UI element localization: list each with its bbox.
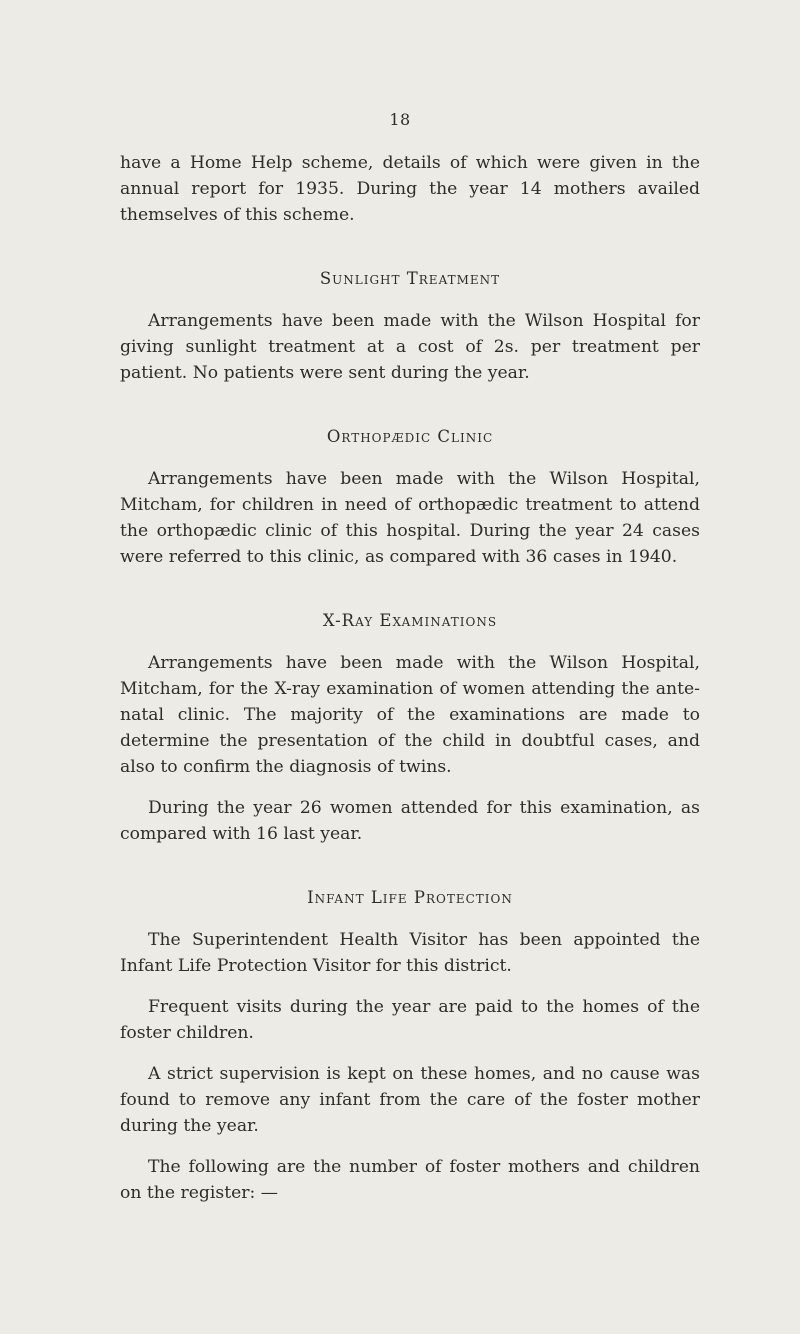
page-number: 18 [389,110,411,129]
heading-sunlight-treatment: Sunlight Treatment [319,269,501,288]
x-ray-paragraph-1: Arrangements have been made with the Wilson Hospital, Mitcham, for the X-ray examination of women attending the ante-natal clinic. The majority of the examinations are made to determine the presentation of the child in doubtful cases, and also to confirm the diagnosis of twins. [120,653,700,777]
heading-x-ray-examinations: X-Ray Examinations [322,611,498,630]
infant-life-paragraph-3: A strict supervision is kept on these homes, and no cause was found to remove any infant from the care of the foster mother during the year. [120,1064,700,1136]
heading-orthopaedic-clinic: Orthopædic Clinic [326,427,494,446]
x-ray-paragraph-2: During the year 26 women attended for this examination, as compared with 16 last year. [120,798,700,844]
page-body [120,150,700,1221]
orthopaedic-paragraph: Arrangements have been made with the Wilson Hospital, Mitcham, for children in need of orthopædic treatment to attend the orthopædic clinic of this hospital. During the year 24 cases were referred to this clinic, as compared with 36 cases in 1940. [120,469,700,567]
heading-infant-life-protection: Infant Life Protection [307,888,513,907]
infant-life-paragraph-1: The Superintendent Health Visitor has been appointed the Infant Life Protection Visitor for this district. [120,930,700,976]
infant-life-paragraph-4: The following are the number of foster mothers and children on the register: — [120,1157,700,1203]
sunlight-paragraph: Arrangements have been made with the Wilson Hospital for giving sunlight treatment at a cost of 2s. per treatment per patient. No patients were sent during the year. [120,311,700,383]
infant-life-paragraph-2: Frequent visits during the year are paid to the homes of the foster children. [120,997,700,1043]
opening-paragraph: have a Home Help scheme, details of which were given in the annual report for 1935. During the year 14 mothers availed themselves of this scheme. [120,153,700,225]
